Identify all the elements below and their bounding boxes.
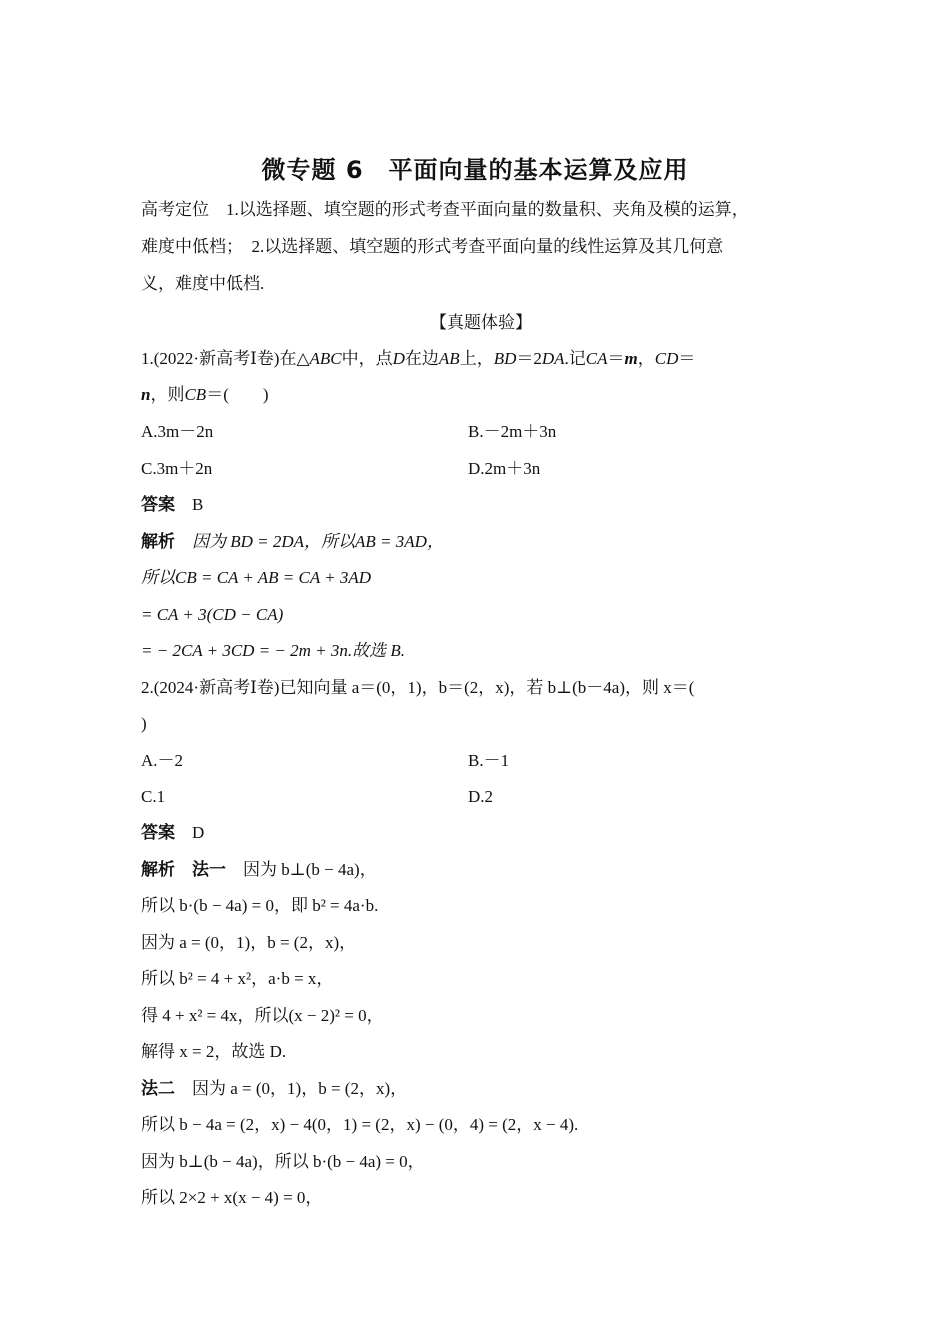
q1-option-d[interactable]: D.2m＋3n: [468, 459, 541, 478]
q2-option-b[interactable]: B.－1: [468, 751, 510, 770]
intro-line-1: 高考定位 1.以选择题、填空题的形式考查平面向量的数量积、夹角及模的运算，: [141, 200, 749, 219]
q2-m1-line-6: 解得 x = 2，故选 D.: [141, 1042, 287, 1061]
q1-m: m: [624, 349, 638, 368]
q1-solution-3: = CA + 3(CD − CA): [141, 605, 284, 624]
q1-option-b[interactable]: B.－2m＋3n: [468, 422, 557, 441]
method-2-label: 法二: [141, 1079, 175, 1099]
method-1-label: 法一: [192, 860, 226, 880]
q1-answer: B: [192, 495, 204, 514]
q1-answer-line: [141, 487, 821, 523]
q2-method-2-line-1: [141, 1071, 821, 1107]
q1-text: ＝( ): [206, 385, 269, 404]
q2-m2-line-4: 所以 2×2 + x(x − 4) = 0，: [141, 1188, 323, 1207]
q2-answer-line: [141, 815, 821, 851]
q2-m1-line-5: 得 4 + x² = 4x，所以(x − 2)² = 0，: [141, 1006, 384, 1025]
q2-m2-line-3: 因为 b⊥(b − 4a)，所以 b·(b − 4a) = 0，: [141, 1152, 425, 1171]
q1-ca: CA: [585, 349, 608, 368]
q1-option-a[interactable]: A.3m－2n: [141, 422, 214, 441]
q2-options-row-1: [141, 743, 821, 779]
q2-option-d[interactable]: D.2: [468, 787, 494, 806]
q1-bd: BD: [493, 349, 517, 368]
intro-line-3: 义，难度中低档.: [141, 274, 265, 293]
q1-ab: AB: [438, 349, 460, 368]
analysis-label: 解析: [141, 532, 175, 552]
q1-point-d: D: [392, 349, 405, 368]
intro-line-2: 难度中低档； 2.以选择题、填空题的形式考查平面向量的线性运算及其几何意: [141, 237, 724, 256]
q1-solution-4: = − 2CA + 3CD = − 2m + 3n.故选 B.: [141, 641, 406, 660]
q1-text: ＝: [607, 349, 625, 368]
q2-m1-line-1: 因为 b⊥(b − 4a)，: [243, 860, 377, 879]
q1-abc: ABC: [309, 349, 342, 368]
q1-text: 中，点: [341, 349, 393, 368]
section-header: 【真题体验】: [430, 313, 532, 332]
q2-analysis-line-1: [141, 852, 821, 888]
analysis-label: 解析: [141, 860, 175, 880]
q1-options-row-2: [141, 451, 821, 487]
q2-option-c[interactable]: C.1: [141, 787, 166, 806]
q1-analysis-line-1: [141, 524, 821, 560]
q1-solution-2: 所以CB = CA + AB = CA + 3AD: [141, 568, 372, 587]
q1-text: ＝2: [516, 349, 542, 368]
q1-text: ，则: [150, 385, 185, 404]
q2-m2-line-2: 所以 b − 4a = (2，x) − 4(0，1) = (2，x) − (0，4) = (2，x − 4).: [141, 1115, 579, 1134]
q1-text: 在边: [404, 349, 439, 368]
answer-label: 答案: [141, 495, 175, 515]
q2-m2-line-1: 因为 a = (0，1)，b = (2，x)，: [192, 1079, 408, 1098]
q1-options-row-1: [141, 414, 821, 450]
q1-stem-line-2: [141, 377, 821, 413]
q1-text: 上，: [459, 349, 494, 368]
q2-stem-line-2: ): [141, 714, 147, 733]
q1-n: n: [141, 385, 151, 404]
q2-stem-line-1: 2.(2024·新高考Ⅰ卷)已知向量 a＝(0，1)，b＝(2，x)，若 b⊥(b－4a)，则 x＝(: [141, 678, 695, 697]
q2-option-a[interactable]: A.－2: [141, 751, 184, 770]
q1-da: DA: [541, 349, 565, 368]
q1-stem-text: 1.(2022·新高考Ⅰ卷)在△: [141, 349, 310, 368]
q2-m1-line-2: 所以 b·(b − 4a) = 0，即 b² = 4a·b.: [141, 896, 379, 915]
q1-stem-line-1: [141, 341, 821, 377]
q2-answer: D: [192, 823, 205, 842]
q1-text: .记: [564, 349, 586, 368]
q1-text: ＝: [678, 349, 696, 368]
q1-cd: CD: [654, 349, 679, 368]
q1-text: ，: [637, 349, 655, 368]
q1-option-c[interactable]: C.3m＋2n: [141, 459, 213, 478]
q2-m1-line-3: 因为 a = (0，1)，b = (2，x)，: [141, 933, 357, 952]
q2-options-row-2: [141, 779, 821, 815]
q2-m1-line-4: 所以 b² = 4 + x²，a·b = x，: [141, 969, 334, 988]
page-title: 微专题 6 平面向量的基本运算及应用: [261, 156, 689, 184]
q1-solution-1: 因为 BD = 2DA，所以AB = 3AD，: [192, 532, 444, 551]
answer-label: 答案: [141, 823, 175, 843]
q1-cb: CB: [184, 385, 207, 404]
